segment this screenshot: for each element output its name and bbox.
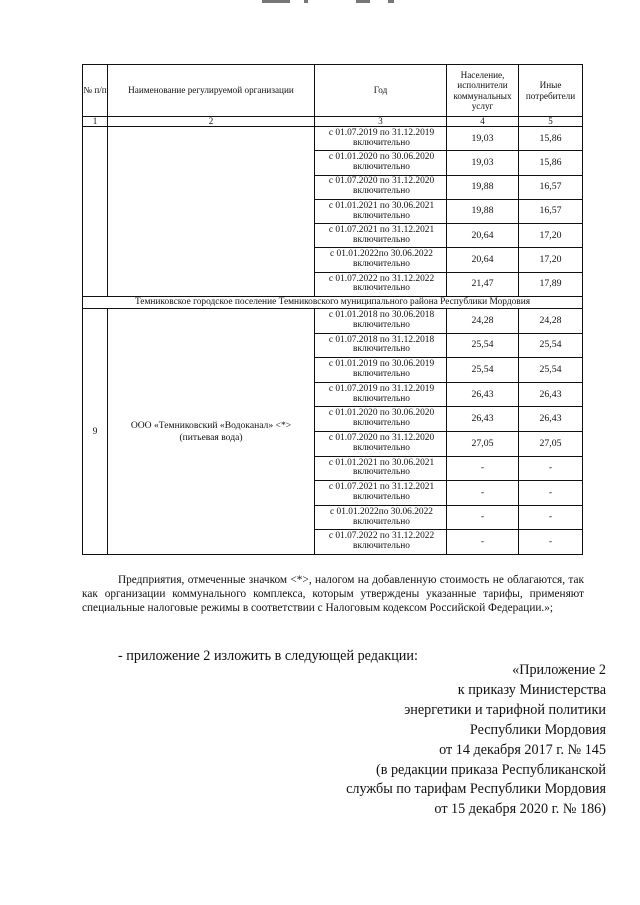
header-population: Население, исполнители коммунальных услуг (447, 65, 519, 117)
row-number-cell: 9 (83, 309, 108, 555)
population-tariff: 19,88 (447, 175, 519, 199)
other-consumers-tariff: 17,20 (519, 224, 583, 248)
period-inclusive: включительно (353, 369, 410, 380)
other-consumers-tariff: 25,54 (519, 358, 583, 383)
appendix-heading (286, 661, 606, 820)
organization-name: ООО «Темниковский «Водоканал» <*> (130, 419, 292, 431)
period-cell (315, 309, 447, 334)
instruction-text: - приложение 2 изложить в следующей редакции: (118, 648, 418, 664)
other-consumers-tariff: 15,86 (519, 151, 583, 175)
scan-artifact (262, 0, 290, 3)
period-inclusive: включительно (353, 442, 410, 453)
population-tariff: 20,64 (447, 248, 519, 272)
period-cell (315, 456, 447, 481)
period-range: с 01.07.2021 по 31.12.2021 (328, 224, 435, 235)
other-consumers-tariff: - (519, 456, 583, 481)
column-number: 5 (519, 117, 583, 127)
appendix-line: от 14 декабря 2017 г. № 145 (439, 741, 606, 758)
period-inclusive: включительно (353, 344, 410, 355)
other-consumers-tariff: 24,28 (519, 309, 583, 334)
period-range: с 01.01.2022по 30.06.2022 (330, 249, 433, 260)
population-tariff: 21,47 (447, 272, 519, 296)
period-cell (315, 358, 447, 383)
organization-cell (108, 127, 315, 297)
period-cell (315, 272, 447, 296)
period-inclusive: включительно (353, 541, 410, 552)
appendix-line: энергетики и тарифной политики (404, 701, 606, 718)
period-range: с 01.01.2020 по 30.06.2020 (328, 408, 435, 419)
period-inclusive: включительно (353, 234, 410, 245)
row-number-cell (83, 127, 108, 297)
other-consumers-tariff: 26,43 (519, 407, 583, 432)
other-consumers-tariff: 17,20 (519, 248, 583, 272)
other-consumers-tariff: 26,43 (519, 382, 583, 407)
period-range: с 01.07.2019 по 31.12.2019 (328, 383, 435, 394)
section-title: Темниковское городское поселение Темниковского муниципального района Республики Мордовия (83, 297, 583, 309)
period-inclusive: включительно (353, 516, 410, 527)
population-tariff: 26,43 (447, 407, 519, 432)
period-range: с 01.07.2020 по 31.12.2020 (328, 176, 435, 187)
population-tariff: 26,43 (447, 382, 519, 407)
appendix-line: службы по тарифам Республики Мордовия (346, 781, 606, 798)
table-row (83, 309, 583, 334)
appendix-line: «Приложение 2 (512, 662, 606, 678)
period-inclusive: включительно (353, 393, 410, 404)
period-cell (315, 199, 447, 223)
population-tariff: 19,03 (447, 127, 519, 151)
other-consumers-tariff: - (519, 530, 583, 555)
other-consumers-tariff: 17,89 (519, 272, 583, 296)
period-range: с 01.01.2021 по 30.06.2021 (328, 457, 435, 468)
population-tariff: 27,05 (447, 432, 519, 457)
other-consumers-tariff: 16,57 (519, 175, 583, 199)
period-range: с 01.07.2020 по 31.12.2020 (328, 432, 435, 443)
scan-artifact (304, 0, 308, 3)
column-number: 1 (83, 117, 108, 127)
population-tariff: 20,64 (447, 224, 519, 248)
period-inclusive: включительно (353, 418, 410, 429)
period-range: с 01.07.2021 по 31.12.2021 (328, 482, 435, 493)
population-tariff: 25,54 (447, 333, 519, 358)
period-inclusive: включительно (353, 467, 410, 478)
period-range: с 01.01.2022по 30.06.2022 (330, 506, 433, 517)
organization-service: (питьевая вода) (179, 431, 243, 443)
period-inclusive: включительно (353, 210, 410, 221)
tariff-table (82, 64, 583, 555)
period-cell (315, 530, 447, 555)
footnote: Предприятия, отмеченные значком <*>, налогом на добавленную стоимость не облагаются, так как организации коммунального комплекса, которым утверждены указанные тарифы, применяют специальные налоговые режимы в соответствии с Налоговым кодексом Российской Федерации.»; (82, 574, 584, 614)
period-cell (315, 333, 447, 358)
period-cell (315, 432, 447, 457)
period-cell (315, 248, 447, 272)
period-range: с 01.07.2022 по 31.12.2022 (328, 273, 435, 284)
appendix-line: (в редакции приказа Республиканской (375, 761, 606, 778)
period-inclusive: включительно (353, 259, 410, 270)
period-cell (315, 224, 447, 248)
period-inclusive: включительно (353, 492, 410, 503)
section-header-row (83, 297, 583, 309)
scan-artifact (356, 0, 370, 3)
population-tariff: 19,03 (447, 151, 519, 175)
period-range: с 01.07.2022 по 31.12.2022 (328, 531, 435, 542)
population-tariff: - (447, 456, 519, 481)
appendix-line: от 15 декабря 2020 г. № 186) (434, 801, 606, 818)
appendix-line: Республики Мордовия (469, 721, 606, 738)
period-range: с 01.07.2018 по 31.12.2018 (328, 334, 435, 345)
period-cell (315, 481, 447, 506)
population-tariff: - (447, 530, 519, 555)
table-header-row (83, 65, 583, 117)
period-cell (315, 127, 447, 151)
other-consumers-tariff: 16,57 (519, 199, 583, 223)
population-tariff: - (447, 481, 519, 506)
period-cell (315, 505, 447, 530)
header-organization: Наименование регулируемой организации (108, 65, 315, 117)
period-range: с 01.01.2020 по 30.06.2020 (328, 152, 435, 163)
header-year: Год (315, 65, 447, 117)
organization-cell (108, 309, 315, 555)
period-range: с 01.07.2019 по 31.12.2019 (328, 127, 435, 138)
period-range: с 01.01.2021 по 30.06.2021 (328, 200, 435, 211)
period-inclusive: включительно (353, 319, 410, 330)
period-cell (315, 382, 447, 407)
other-consumers-tariff: 25,54 (519, 333, 583, 358)
population-tariff: 25,54 (447, 358, 519, 383)
table-row (83, 127, 583, 151)
period-cell (315, 151, 447, 175)
column-number: 3 (315, 117, 447, 127)
period-inclusive: включительно (353, 137, 410, 148)
other-consumers-tariff: - (519, 481, 583, 506)
other-consumers-tariff: 15,86 (519, 127, 583, 151)
column-number: 4 (447, 117, 519, 127)
header-other-consumers: Иные потребители (519, 65, 583, 117)
population-tariff: - (447, 505, 519, 530)
other-consumers-tariff: - (519, 505, 583, 530)
appendix-line: к приказу Министерства (457, 681, 606, 698)
period-inclusive: включительно (353, 161, 410, 172)
column-number: 2 (108, 117, 315, 127)
population-tariff: 19,88 (447, 199, 519, 223)
period-cell (315, 407, 447, 432)
header-number: № п/п (83, 65, 108, 117)
scan-artifact (388, 0, 394, 3)
period-inclusive: включительно (353, 283, 410, 294)
column-number-row (83, 117, 583, 127)
period-inclusive: включительно (353, 186, 410, 197)
period-range: с 01.01.2018 по 30.06.2018 (328, 310, 435, 320)
period-cell (315, 175, 447, 199)
other-consumers-tariff: 27,05 (519, 432, 583, 457)
population-tariff: 24,28 (447, 309, 519, 334)
period-range: с 01.01.2019 по 30.06.2019 (328, 359, 435, 370)
